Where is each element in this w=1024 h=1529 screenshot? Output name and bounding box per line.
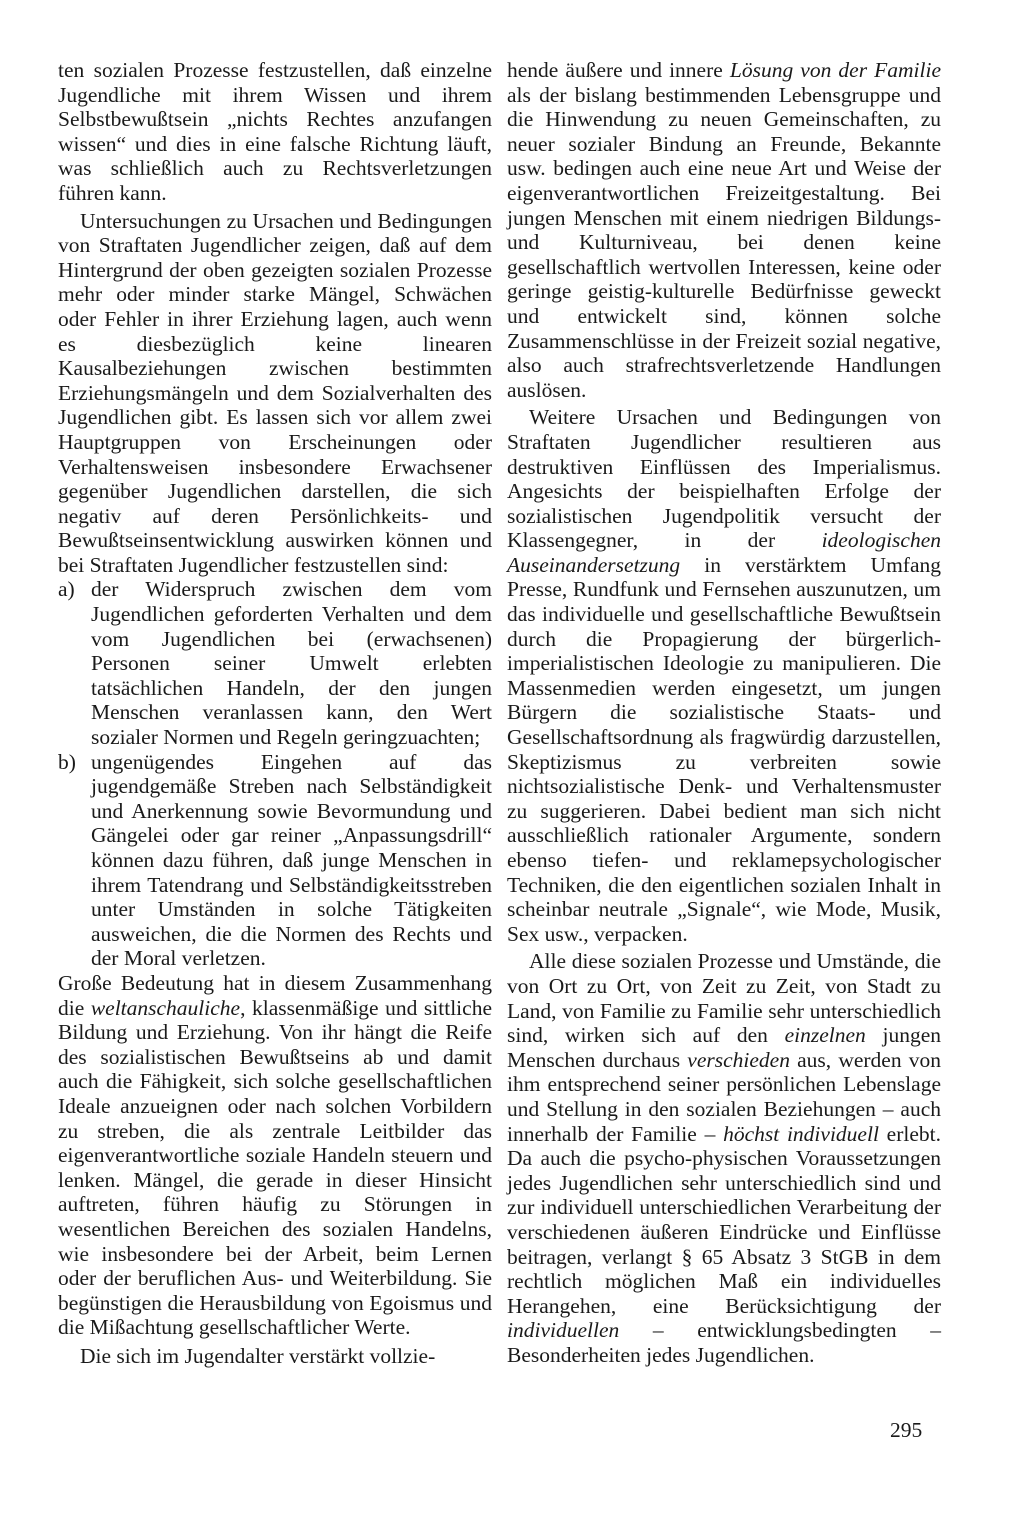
- text-run: jungen Menschen durchaus: [507, 1023, 941, 1072]
- emphasis-text: ideologischen Auseinandersetzung: [507, 528, 941, 577]
- list-marker: a): [58, 577, 75, 602]
- paragraph: Die sich im Jugendalter verstärkt vollzie-: [80, 1343, 436, 1368]
- text-run: Weitere Ursachen und Bedingungen von Straftaten Jugendlicher resultieren aus destruktiven Einflüssen des Imperialismus. Angesichts der beispielhaften Erfolge der sozialistischen Jugendpolitik versucht der Klassengegner, in der: [507, 405, 941, 553]
- text-run: hende äußere und innere: [507, 58, 730, 82]
- list-item: [58, 750, 492, 971]
- text-run: Alle diese sozialen Prozesse und Umstände, die von Ort zu Ort, von Zeit zu Zeit, von Stadt zu Land, von Familie zu Familie sehr unterschiedlich sind, wirken sich auf den: [507, 949, 941, 1048]
- text-run: als der bislang bestimmenden Lebensgruppe und die Hinwendung zu neuen Gemeinschaften, zu neuer sozialer Bindung an Freunde, Bekannte usw. bedingen auch eine neue Art und Weise der eigenverantwortlichen Freizeitgestaltung. Bei jungen Menschen mit einem niedrigen Bildungs- und Kulturniveau, bei denen keine gesellschaftlich wertvollen Interessen, keine oder geringe geistig-kulturelle Bedürfnisse geweckt und entwickelt sind, können solche Zusammenschlüsse in der Freizeit sozial negative, also auch strafrechtsverletzende Handlungen auslösen.: [507, 82, 941, 402]
- paragraph: [58, 971, 492, 1340]
- text-run: – entwicklungsbedingten – Besonderheiten jedes Jugendlichen.: [507, 1318, 941, 1367]
- paragraph: [507, 58, 941, 402]
- text-run: Große Bedeutung hat in diesem Zusammenhang die: [58, 970, 492, 1020]
- text-run: erlebt. Da auch die psycho-physischen Voraussetzungen jedes Jugendlichen sehr unterschiedlich sind und zur individuell unterschiedlichen Verarbeitung der verschiedenen äußeren Eindrücke und Einflüsse beitragen, verlangt § 65 Absatz 3 StGB in dem rechtlich möglichen Maß ein individuelles Herangehen, eine Berücksichtigung der: [507, 1121, 941, 1318]
- page-number: 295: [890, 1418, 923, 1442]
- emphasis-text: individuellen: [507, 1318, 620, 1343]
- paragraph: [507, 949, 941, 1367]
- list-item-text: ungenügendes Eingehen auf das jugendgemäße Streben nach Selbständigkeit und Anerkennung sowie Bevormundung und Gängelei oder gar reiner „Anpassungsdrill“ können dazu führen, daß junge Menschen in ihrem Tatendrang und Selbständigkeitsstreben unter Umständen in solche Tätigkeiten ausweichen, die die Normen des Rechts und der Moral verletzen.: [91, 749, 492, 971]
- emphasis-text: höchst individuell: [723, 1121, 879, 1146]
- emphasis-text: verschieden: [687, 1047, 790, 1072]
- text-run: in verstärktem Umfang Presse, Rundfunk und Fernsehen auszunutzen, um das individuelle und gesellschaftliche Bewußtsein durch die Propagierung der bürgerlich-imperialistischen Ideologie zu manipulieren. Die Massenmedien werden eingesetzt, um jungen Bürgern die sozialistische Staats- und Gesellschaftsordnung als fragwürdig darzustellen, Skeptizismus zu verbreiten sowie nichtsozialistische Denk- und Verhaltensmuster zu suggerieren. Dabei bedient man sich nicht ausschließlich rationaler Argumente, sondern ebenso tiefen- und reklamepsychologischer Techniken, die den eigentlichen sozialen Inhalt in scheinbar neutrale „Signale“, wie Mode, Musik, Sex usw., verpacken.: [507, 552, 941, 946]
- list-item-text: der Widerspruch zwischen dem vom Jugendlichen geforderten Verhalten und dem vom Jugendlichen bei (erwachsenen) Personen seiner Umwelt erlebten tatsächlichen Handeln, der den jungen Menschen veranlassen kann, den Wert sozialer Normen und Regeln geringzuachten;: [91, 577, 492, 750]
- list-item: [58, 577, 492, 749]
- list-marker: b): [58, 749, 76, 774]
- left-column: [58, 58, 492, 1368]
- right-column: [507, 58, 941, 1367]
- emphasis-text: Lösung von der Familie: [729, 58, 942, 82]
- paragraph: Untersuchungen zu Ursachen und Bedingungen von Straftaten Jugendlicher zeigen, daß auf dem Hintergrund der oben gezeigten sozialen Prozesse mehr oder minder starke Mängel, Schwächen oder Fehler in ihrer Erziehung lagen, auch wenn es diesbezüglich keine linearen Kausalbeziehungen zwischen bestimmten Erziehungsmängeln und dem Sozialverhalten des Jugendlichen gibt. Es lassen sich vor allem zwei Hauptgruppen von Erscheinungen oder Verhaltensweisen insbesondere Erwachsener gegenüber Jugendlichen darstellen, die sich negativ auf deren Persönlichkeits- und Bewußtseinsentwicklung auswirken können und bei Straftaten Jugendlicher festzustellen sind:: [58, 208, 492, 577]
- emphasis-text: weltanschauliche: [90, 995, 241, 1020]
- text-run: aus, werden von ihm entsprechend seiner persönlichen Lebenslage und Stellung in den sozialen Beziehungen – auch innerhalb der Familie –: [507, 1047, 941, 1146]
- enumerated-list: [58, 577, 492, 971]
- text-run: , klassenmäßige und sittliche Bildung und Erziehung. Von ihr hängt die Reife des sozialistischen Bewußtseins ab und damit auch die Fähigkeit, sich solche gesellschaftlichen Ideale anzueignen oder nach solchen Vorbildern zu streben, die als zentrale Leitbilder das eigenverantwortliche soziale Handeln steuern und lenken. Mängel, die gerade in dieser Hinsicht auftreten, führen häufig zu Störungen in wesentlichen Bereichen des sozialen Handelns, wie insbesondere bei der Arbeit, beim Lernen oder der beruflichen Aus- und Weiterbildung. Sie begünstigen die Herausbildung von Egoismus und die Mißachtung gesellschaftlicher Werte.: [58, 995, 492, 1340]
- paragraph: ten sozialen Prozesse festzustellen, daß einzelne Jugendliche mit ihrem Wissen und ihrem Selbstbewußtsein „nichts Rechtes anzufangen wissen“ und dies in eine falsche Richtung läuft, was schließlich auch zu Rechtsverletzungen führen kann.: [58, 58, 492, 205]
- emphasis-text: einzelnen: [784, 1023, 866, 1048]
- paragraph: [507, 405, 941, 946]
